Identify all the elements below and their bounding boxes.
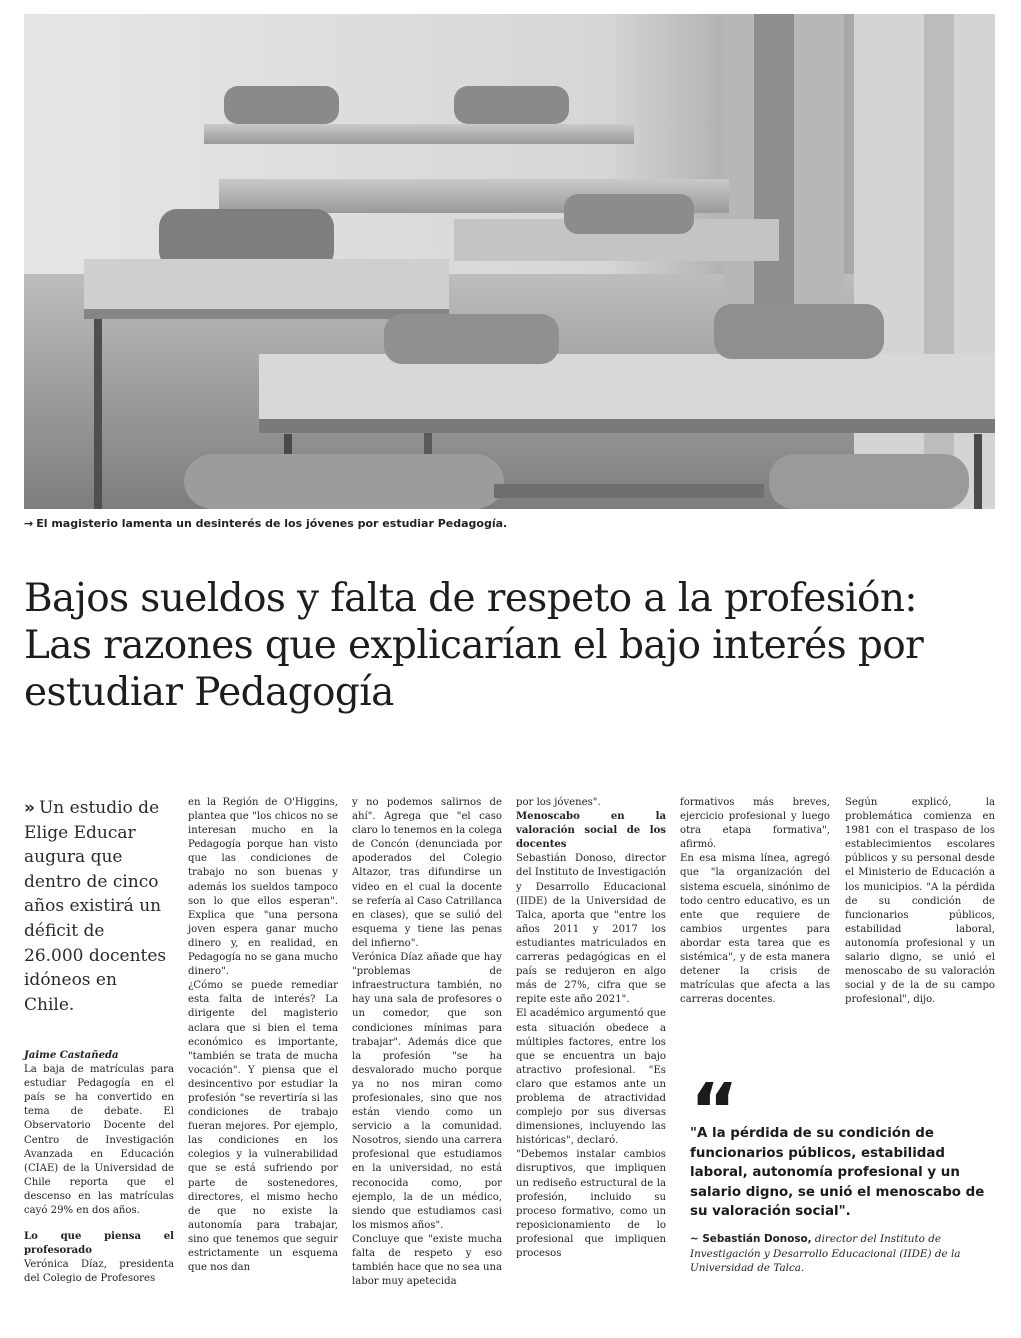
column-4-paragraph-3: El académico argumentó que esta situación obedece a múltiples factores, entre los que se encuentra un bajo atractivo profesional. "Es claro que estamos ante un problema de atractividad complejo por sus diversas dimensiones, incluyendo las históricas", declaró. [516,1008,666,1147]
column-6 [845,796,995,1007]
pull-quote-attribution [690,1232,990,1276]
quote-author-role: director del Instituto de Investigación y Desarrollo Educacional (IIDE) de la Universidad de Talca. [690,1233,961,1275]
empty-classroom-photo [24,14,995,509]
article-headline [24,575,984,716]
column-5 [680,796,830,1007]
column-4-paragraph-2: Sebastián Donoso, director del Instituto de Investigación y Desarrollo Educacional (IIDE) de la Universidad de Talca, aporta que "entre los años 2011 y 2017 los estudiantes matriculados en carreras pedagógicas en el país se redujeron en algo más de 27%, cifra que se repite este año 2021". [516,853,666,1006]
headline-line-3: estudiar Pedagogía [24,670,394,715]
column-4-paragraph-1: por los jóvenes". [516,797,601,808]
article-lead [24,796,169,1017]
column-5-paragraph-1: formativos más breves, ejercicio profesional y luego otra etapa formativa", afirmó. [680,797,830,851]
classroom-illustration [24,14,995,509]
column-2-paragraph-2: ¿Cómo se puede remediar esta falta de interés? La dirigente del magisterio aclara que si bien el tema económico es importante, "también se trata de mucha vocación". Y piensa que el desincentivo por estudiar la profesión "se revertiría si las condiciones de trabajo fueran mejores. Por ejemplo, las condiciones en los colegios y la vulnerabilidad que se está sufriendo por parte de sostenedores, directores, el mismo hecho de que no existe la autonomía para trabajar, sino que tenemos que seguir estrictamente un esquema que nos dan [188,980,338,1274]
column-1 [24,1049,174,1287]
photo-caption [24,515,995,533]
author-byline: Jaime Castañeda [24,1050,119,1061]
lead-text: Un estudio de Elige Educar augura que dentro de cinco años existirá un déficit de 26.000 docentes idóneos en Chile. [24,798,167,1015]
caption-text: El magisterio lamenta un desinterés de los jóvenes por estudiar Pedagogía. [36,517,508,530]
column-3-paragraph-1: y no podemos salirnos de ahí". Agrega que "el caso claro lo tenemos en la colega de Concón (denunciada por apoderados del Colegio Altazor, tras difundirse un video en el cual la docente se refería al Caso Catrillanca en clases), que se sulió del esquema y tiene las penas del infierno". [352,797,502,949]
subheading-menoscabo: Menoscabo en la valoración social de los docentes [516,811,666,851]
headline-line-2: Las razones que explicarían el bajo interés por [24,623,924,668]
subheading-profesorado: Lo que piensa el profesorado [24,1231,174,1257]
column-3 [352,796,502,1289]
quote-marks-icon: “ [690,1068,739,1154]
headline-line-1: Bajos sueldos y falta de respeto a la profesión: [24,576,917,621]
column-2-paragraph-1: en la Región de O'Higgins, plantea que "los chicos no se interesan mucho en la Pedagogía porque han visto que las condiciones de trabajo no son buenas y además los sueldos tampoco son lo que ellos esperan". Explica que "una persona joven espera ganar mucho dinero y, en realidad, en Pedagogía no se gana mucho dinero". [188,797,338,978]
column-4-paragraph-4: "Debemos instalar cambios disruptivos, que impliquen un rediseño estructural de la profesión, incluido su proceso formativo, como un reposicionamiento de lo profesional que impliquen procesos [516,1149,666,1259]
quote-author-name: ~ Sebastián Donoso, [690,1233,812,1245]
caption-arrow-icon: → [24,517,34,530]
column-6-paragraph-1: Según explicó, la problemática comienza en 1981 con el traspaso de los establecimientos escolares públicos y su personal desde el Ministerio de Educación a los municipios. "A la pérdida de su condición de funcionarios públicos, estabilidad laboral, autonomía profesional y un salario digno, se unió el menoscabo de su valoración social y de la de su campo profesional", dijo. [845,797,995,1006]
column-5-paragraph-2: En esa misma línea, agregó que "la organización del sistema escuela, sinónimo de todo centro educativo, es un ente que requiere de cambios urgentes para abordar esta tarea que es sistémica", y de esta manera detener la crisis de matrículas que afecta a las carreras docentes. [680,853,830,1006]
column-3-paragraph-3: Concluye que "existe mucha falta de respeto y eso también hace que no sea una labor muy apetecida [352,1233,502,1288]
column-1-paragraph-2: Verónica Díaz, presidenta del Colegio de Profesores [24,1259,174,1285]
lead-chevron-icon: » [24,798,35,818]
column-3-paragraph-2: Verónica Díaz añade que hay "problemas de infraestructura también, no hay una sala de profesores o un comedor, que son condiciones mínimas para trabajar". Además dice que la profesión "se ha desvalorado mucho porque ya no nos miran como profesionales, sino que nos están viendo como un servicio a la comunidad. Nosotros, siendo una carrera profesional que estudiamos en la universidad, no está reconocida como, por ejemplo, la de un médico, siendo que estudiamos casi los mismos años". [352,952,502,1231]
pull-quote [690,1068,1000,1294]
column-2 [188,796,338,1275]
pull-quote-text: "A la pérdida de su condición de funcionarios públicos, estabilidad laboral, autonomía profesional y un salario digno, se unió el menoscabo de su valoración social". [690,1126,985,1219]
column-4 [516,796,666,1261]
column-1-paragraph-1: La baja de matrículas para estudiar Pedagogía en el país se ha convertido en tema de debate. El Observatorio Docente del Centro de Investigación Avanzada en Educación (CIAE) de la Universidad de Chile reporta que el descenso en las matrículas cayó 29% en dos años. [24,1064,174,1217]
